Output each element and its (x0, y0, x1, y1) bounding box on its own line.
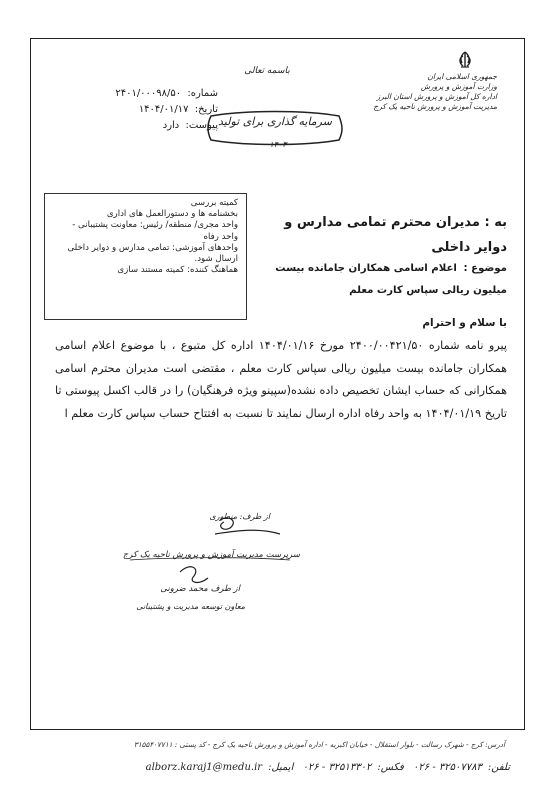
phone-value: ۳۲۵۰۷۷۸۳ - ۰۲۶ (413, 762, 482, 773)
slogan-text: سرمایه گذاری برای تولید (218, 115, 332, 128)
fax-value: ۳۲۵۱۳۳۰۲ - ۰۲۶ (302, 762, 372, 773)
subject-value: اعلام اسامی همکاران جامانده بیست میلیون ریالی سپاس کارت معلم (275, 263, 507, 296)
routing-line: کمیته بررسی (190, 198, 238, 208)
letter-meta (68, 86, 218, 134)
attachment-label: پیوست: (185, 120, 218, 131)
signature-line: سرپرست مدیریت آموزش و پرورش ناحیه یک کرج (122, 550, 300, 560)
letter-number (68, 86, 218, 102)
signature-block (120, 512, 300, 632)
number-value: ۲۴۰۱/۰۰۰۹۸/۵۰ (115, 88, 182, 99)
footer-address: آدرس: کرج - شهرک رسالت - بلوار استقلال - خیابان اکبریه - اداره آموزش و پرورش ناحیه یک کرج - کد پستی : ۳۱۵۵۴۰۷۷۱۱ (133, 740, 505, 749)
routing-line: واحد رفاه (203, 231, 238, 242)
org-line: جمهوری اسلامی ایران (427, 72, 497, 81)
footer-contact (80, 762, 510, 773)
greeting: با سلام و احترام (422, 317, 507, 329)
signature-line: معاون توسعه مدیریت و پشتیبانی (136, 602, 245, 611)
bismillah-heading: باسمه تعالی (244, 66, 290, 76)
fax-label: فکس: (377, 762, 404, 773)
iran-emblem-icon (447, 50, 483, 70)
to-value: مدیران محترم تمامی مدارس و دوایر داخلی (284, 215, 507, 255)
org-line: اداره کل آموزش و پرورش استان البرز (376, 92, 497, 101)
date-label: تاریخ: (194, 104, 218, 115)
body-paragraph: پیرو نامه شماره ۲۴۰۰/۰۰۴۲۱/۵۰ مورخ ۱۴۰۴/۰۱/۱۶ اداره کل متبوع ، با موضوع اعلام اسامی همکاران جامانده بیست میلیون ریالی سپاس کارت معلم ، مقتضی است مدیران محترم اسامی همکارانی که حساب ایشان تخصیص داده نشده(سپینو ویژه فرهنگیان) را در قالب اکسل پیوستی تا تاریخ ۱۴۰۴/۰۱/۱۹ به واحد رفاه اداره ارسال نمایند تا نسبت به افتتاح حساب سپاس کارت معلم ا (55, 339, 507, 420)
signature-scribble-icon (120, 512, 300, 632)
to-label: به : (484, 215, 507, 230)
slogan-year: ۱۴۰۳ (269, 140, 287, 149)
signature-line: از طرف: منطوری (209, 512, 270, 521)
addressee (257, 210, 507, 260)
org-line: مدیریت آموزش و پرورش ناحیه یک کرج (373, 102, 497, 111)
attachment-value: دارد (162, 120, 180, 131)
routing-line: هماهنگ کننده: کمیته مستند سازی (117, 265, 238, 276)
routing-line: واحدهای آموزشی: تمامی مدارس و دوایر داخلی (67, 242, 238, 253)
routing-line: بخشنامه ها و دستورالعمل های اداری (106, 209, 238, 220)
routing-box (44, 193, 247, 320)
organization-header (347, 72, 497, 112)
number-label: شماره: (187, 88, 218, 99)
signature-line: از طرف محمد ضرونی (160, 584, 240, 594)
letter-date (68, 102, 218, 118)
letter-attachment (68, 118, 218, 134)
org-line: وزارت آموزش و پرورش (420, 82, 497, 91)
phone-label: تلفن: (487, 762, 510, 773)
routing-line: ارسال شود. (194, 254, 238, 265)
date-value: ۱۴۰۴/۰۱/۱۷ (138, 104, 189, 115)
routing-line: واحد مجری/ منطقه/ رئیس: معاونت پشتیبانی - (72, 220, 238, 231)
subject-label: موضوع : (463, 263, 507, 274)
email-value[interactable]: alborz.karaj1@medu.ir (145, 762, 263, 773)
email-label: ایمیل: (268, 762, 294, 773)
subject (257, 258, 507, 302)
